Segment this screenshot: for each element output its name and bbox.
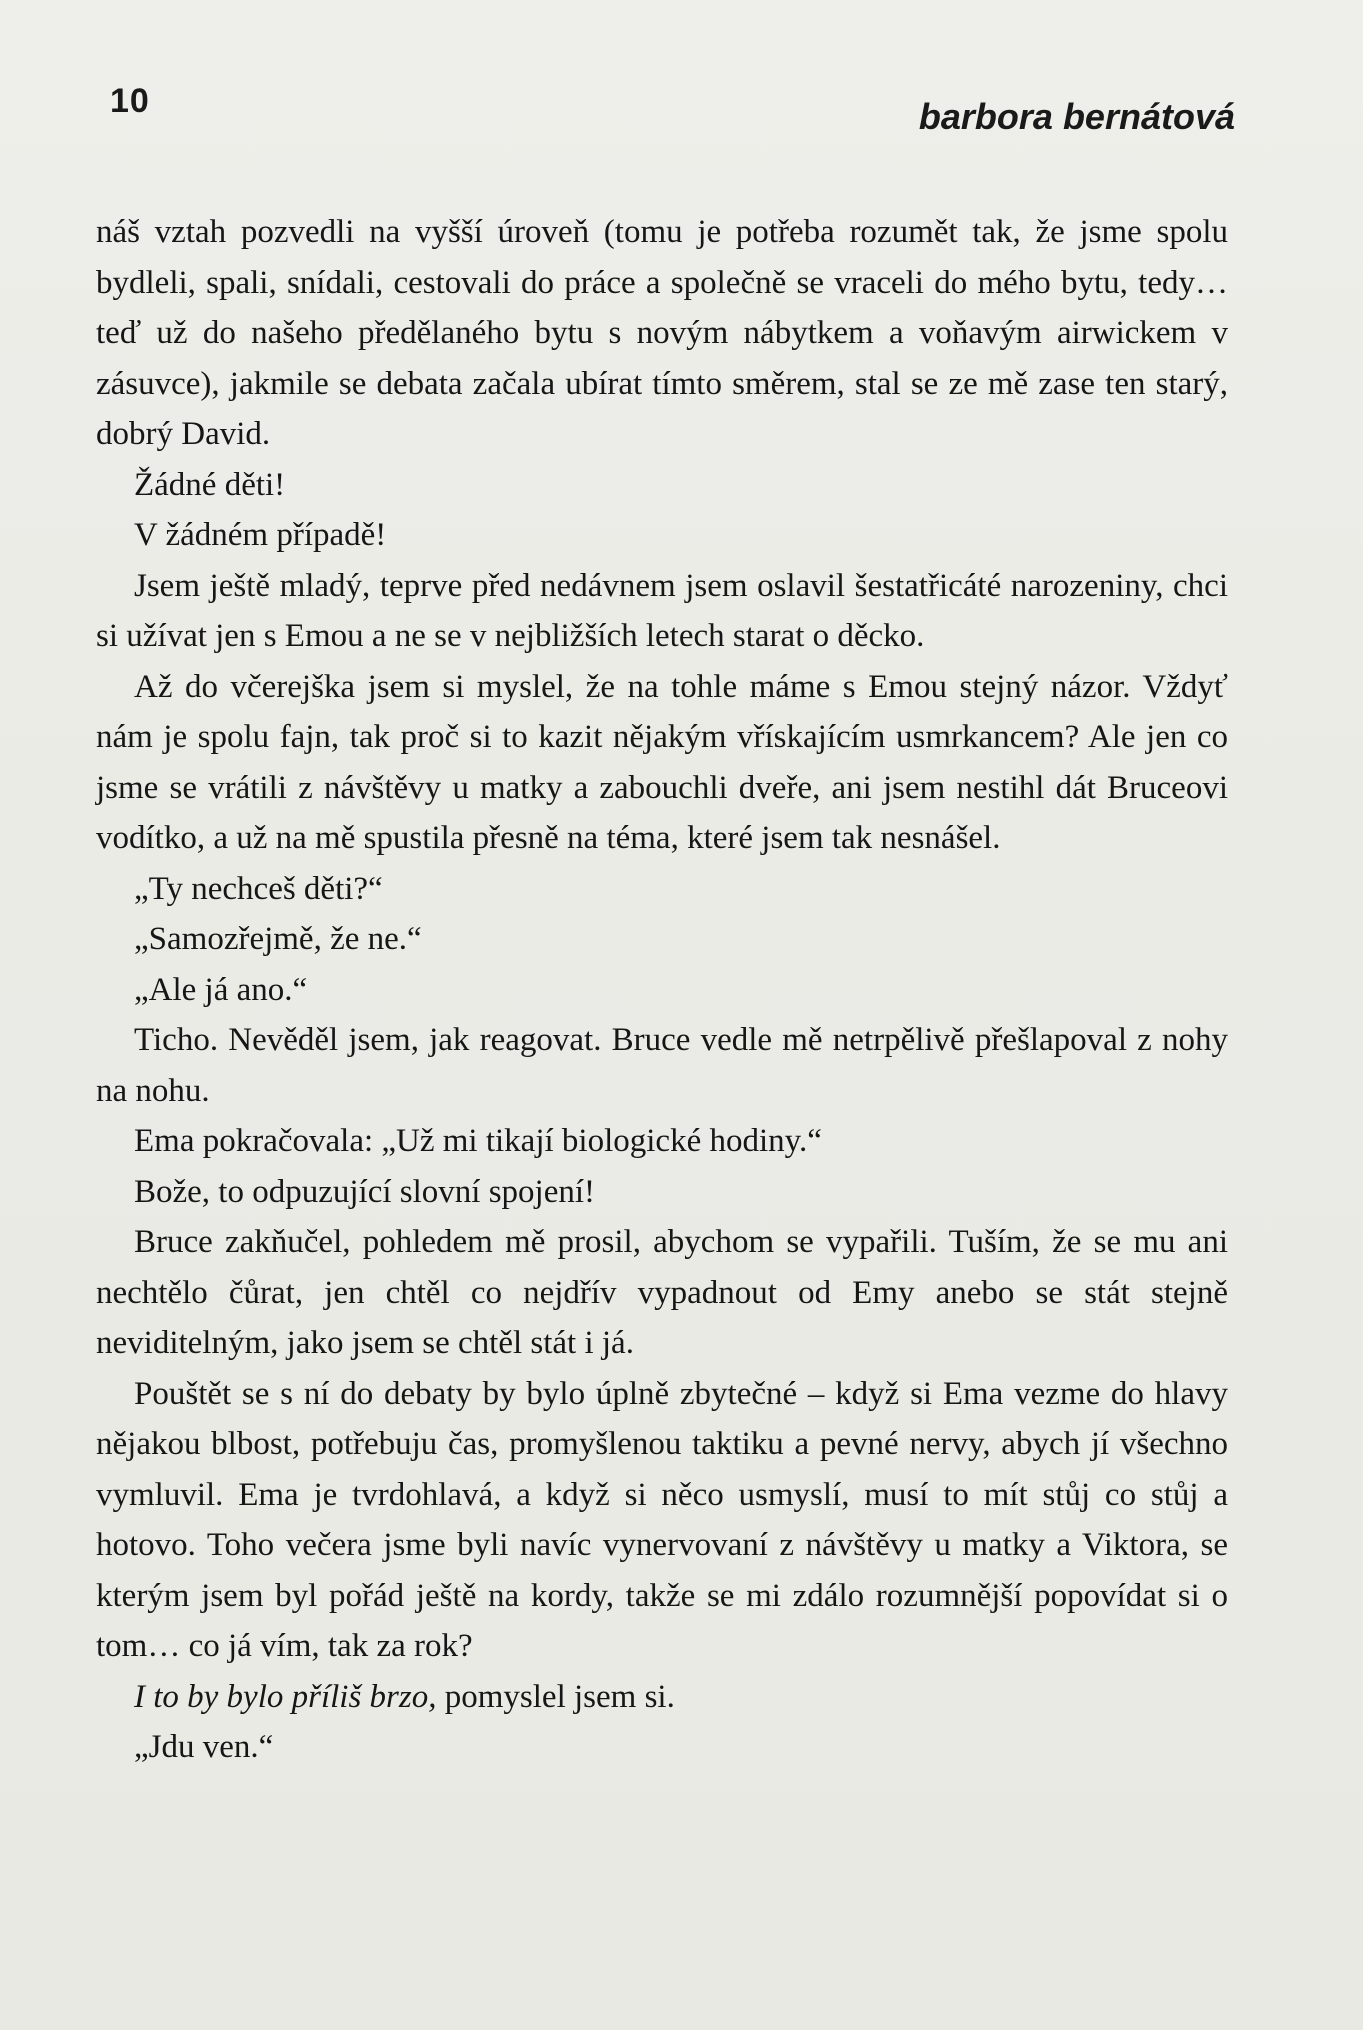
paragraph: náš vztah pozvedli na vyšší úroveň (tomu je potřeba rozumět tak, že jsme spolu bydleli, spali, snídali, cestovali do práce a společně se vraceli do mého bytu, tedy… teď už do našeho předělaného bytu s novým nábytkem a voňavým airwickem v zásuvce), jakmile se debata začala ubírat tímto směrem, stal se ze mě zase ten starý, dobrý David. xyxy=(96,214,1228,452)
paragraph: Bruce zakňučel, pohledem mě prosil, abychom se vypařili. Tuším, že se mu ani nechtělo čůrat, jen chtěl co nejdřív vypadnout od Emy anebo se stát stejně neviditelným, jako jsem se chtěl stát i já. xyxy=(96,1224,1228,1361)
paragraph: Žádné děti! xyxy=(134,466,286,503)
paragraph: Bože, to odpuzující slovní spojení! xyxy=(134,1173,596,1210)
paragraph: V žádném případě! xyxy=(134,517,387,553)
paragraph: Ema pokračovala: „Už mi tikají biologické hodiny.“ xyxy=(134,1123,822,1159)
paragraph: „Jdu ven.“ xyxy=(134,1729,274,1765)
paragraph: Až do včerejška jsem si myslel, že na tohle máme s Emou stejný názor. Vždyť nám je spolu fajn, tak proč si to kazit nějakým vřískajícím usmrkancem? Ale jen co jsme se vrátili z návštěvy u matky a zabouchli dveře, ani jsem nestihl dát Bruceovi vodítko, a už na mě spustila přesně na téma, které jsem tak nesnášel. xyxy=(96,668,1228,856)
italic-thought: I to by bylo příliš brzo, xyxy=(134,1678,437,1715)
paragraph: Pouštět se s ní do debaty by bylo úplně zbytečné – když si Ema vezme do hlavy nějakou blbost, potřebuju čas, promyšlenou taktiku a pevné nervy, abych jí všechno vymluvil. Ema je tvrdohlavá, a když si něco usmyslí, musí to mít stůj co stůj a hotovo. Toho večera jsme byli navíc vynervovaní z návštěvy u matky a Viktora, se kterým jsem byl pořád ještě na kordy, takže se mi zdálo rozumnější popovídat si o tom… co já vím, tak za rok? xyxy=(96,1375,1228,1664)
paragraph: Ticho. Nevěděl jsem, jak reagovat. Bruce vedle mě netrpělivě přešlapoval z nohy na nohu. xyxy=(96,1022,1228,1109)
paragraph: „Ty nechceš děti?“ xyxy=(134,870,383,907)
paragraph: Jsem ještě mladý, teprve před nedávnem jsem oslavil šestatřicáté narozeniny, chci si užívat jen s Emou a ne se v nejbližších letech starat o děcko. xyxy=(96,567,1228,654)
page-number: 10 xyxy=(110,82,150,120)
running-header-author: barbora bernátová xyxy=(918,96,1235,137)
paragraph: „Ale já ano.“ xyxy=(134,971,308,1008)
body-text xyxy=(96,207,1228,1773)
paragraph-with-italic xyxy=(96,1672,1228,1723)
paragraph-rest: pomyslel jsem si. xyxy=(436,1678,675,1715)
paragraph: „Samozřejmě, že ne.“ xyxy=(134,921,422,957)
